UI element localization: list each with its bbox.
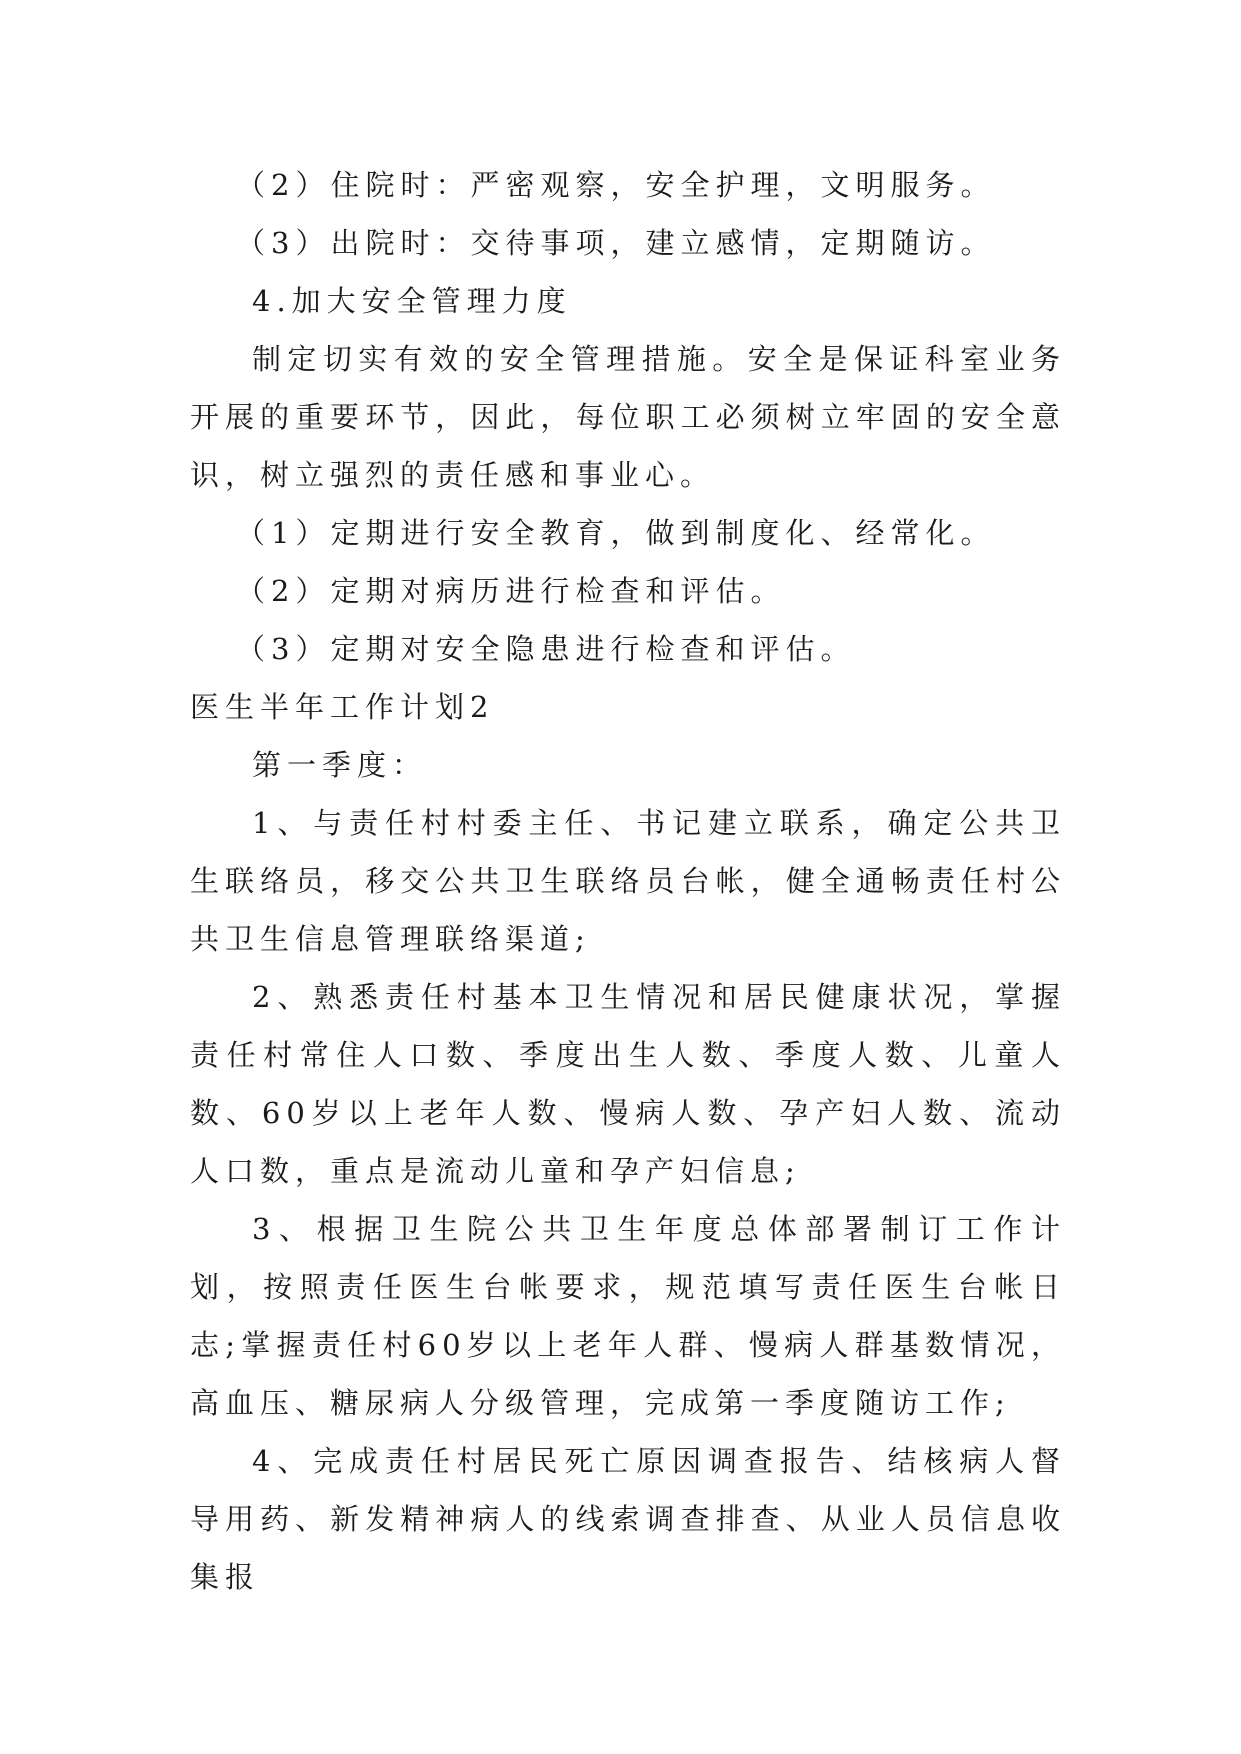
list-item-3: 3、根据卫生院公共卫生年度总体部署制订工作计划，按照责任医生台帐要求，规范填写责任医生台帐日志;掌握责任村60岁以上老年人群、慢病人群基数情况，高血压、糖尿病人分级管理，完成第一季度随访工作; — [190, 1212, 1066, 1420]
document-body — [190, 156, 1066, 1606]
paragraph-discharge: （3）出院时：交待事项，建立感情，定期随访。 — [236, 226, 996, 260]
paragraph-record-review: （2）定期对病历进行检查和评估。 — [236, 574, 786, 608]
paragraph-safety-measures: 制定切实有效的安全管理措施。安全是保证科室业务开展的重要环节，因此，每位职工必须树立牢固的安全意识，树立强烈的责任感和事业心。 — [190, 342, 1066, 492]
document-title-plan-2: 医生半年工作计划2 — [190, 690, 495, 724]
paragraph-hazard-review: （3）定期对安全隐患进行检查和评估。 — [236, 632, 856, 666]
list-item-2: 2、熟悉责任村基本卫生情况和居民健康状况，掌握责任村常住人口数、季度出生人数、季度人数、儿童人数、60岁以上老年人数、慢病人数、孕产妇人数、流动人口数，重点是流动儿童和孕产妇信息; — [190, 980, 1066, 1188]
section-heading-safety: 4.加大安全管理力度 — [252, 284, 572, 318]
paragraph-admission-care: （2）住院时：严密观察，安全护理，文明服务。 — [236, 168, 996, 202]
list-item-4: 4、完成责任村居民死亡原因调查报告、结核病人督导用药、新发精神病人的线索调查排查、从业人员信息收集报 — [190, 1444, 1066, 1594]
paragraph-safety-education: （1）定期进行安全教育，做到制度化、经常化。 — [236, 516, 996, 550]
section-heading-q1: 第一季度： — [252, 748, 428, 782]
list-item-1: 1、与责任村村委主任、书记建立联系，确定公共卫生联络员，移交公共卫生联络员台帐，健全通畅责任村公共卫生信息管理联络渠道; — [190, 806, 1066, 956]
